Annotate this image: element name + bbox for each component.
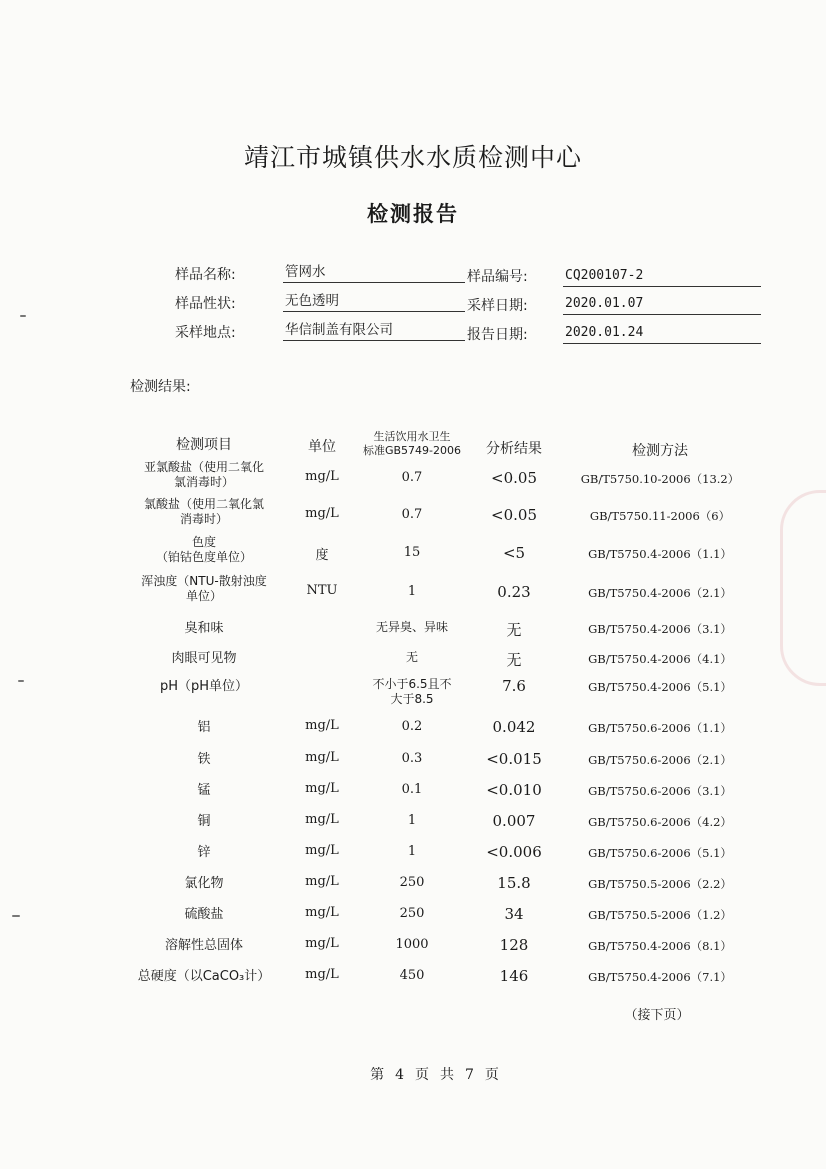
cell-item-line: 浑浊度（NTU-散射浊度 xyxy=(141,574,267,588)
cell-standard-line: 无异臭、异味 xyxy=(375,620,448,634)
cell-result: 0.007 xyxy=(492,812,536,830)
cell-item-line: 单位） xyxy=(185,589,222,603)
cell-item-line: 氯化物 xyxy=(184,876,224,891)
cell-standard-line: 0.7 xyxy=(401,470,423,485)
cell-item xyxy=(118,650,290,667)
cell-item-line: 肉眼可见物 xyxy=(171,651,237,666)
cell-result: <0.015 xyxy=(486,750,542,768)
cell-unit: mg/L xyxy=(305,781,339,796)
cell-standard-line: 0.2 xyxy=(401,719,423,734)
cell-standard-line: 250 xyxy=(399,875,425,890)
cell-result: <0.010 xyxy=(486,781,542,799)
report-title: 检测报告 xyxy=(367,202,459,226)
sample-state-value: 无色透明 xyxy=(283,291,465,312)
cell-result: 0.042 xyxy=(492,718,536,736)
scan-speck xyxy=(12,915,20,917)
cell-method: GB/T5750.6-2006（5.1） xyxy=(588,846,732,860)
cell-item-line: 亚氯酸盐（使用二氧化 xyxy=(143,460,264,474)
cell-item-line: 硫酸盐 xyxy=(184,907,224,922)
cell-method: GB/T5750.6-2006（2.1） xyxy=(588,753,732,767)
cell-standard xyxy=(356,650,468,665)
cell-item-line: 氯酸盐（使用二氧化氯 xyxy=(143,497,264,511)
cell-item xyxy=(118,535,290,565)
cell-unit: mg/L xyxy=(305,936,339,951)
cell-item xyxy=(118,719,290,736)
cell-standard xyxy=(356,507,468,522)
cell-item xyxy=(118,844,290,861)
header-standard-line2: 标准GB5749-2006 xyxy=(362,444,462,457)
cell-method: GB/T5750.10-2006（13.2） xyxy=(580,472,740,486)
cell-item xyxy=(118,906,290,923)
cell-standard xyxy=(356,906,468,921)
sample-name-label: 样品名称: xyxy=(175,267,236,283)
cell-unit: mg/L xyxy=(305,812,339,827)
cell-unit: mg/L xyxy=(305,506,339,521)
cell-method: GB/T5750.11-2006（6） xyxy=(589,509,731,523)
cell-standard xyxy=(356,968,468,983)
cell-standard-line: 1 xyxy=(407,844,417,859)
cell-result: 0.23 xyxy=(497,583,531,601)
cell-result: 146 xyxy=(499,967,529,985)
sample-number-value: CQ200107-2 xyxy=(563,266,761,287)
sampling-date-label: 采样日期: xyxy=(467,298,528,314)
cell-item-line: 氯消毒时） xyxy=(173,475,234,489)
cell-item-line: 总硬度（以CaCO₃计） xyxy=(137,969,271,984)
header-item: 检测项目 xyxy=(176,437,232,453)
cell-unit: mg/L xyxy=(305,750,339,765)
cell-item xyxy=(118,937,290,954)
cell-method: GB/T5750.4-2006（5.1） xyxy=(588,680,732,694)
cell-unit: mg/L xyxy=(305,843,339,858)
cell-result: 34 xyxy=(504,905,524,923)
cell-standard-line: 450 xyxy=(399,968,425,983)
cell-item xyxy=(118,968,290,985)
cell-item-line: 铝 xyxy=(197,720,211,735)
cell-method: GB/T5750.5-2006（1.2） xyxy=(588,908,732,922)
cell-standard xyxy=(356,782,468,797)
cell-method: GB/T5750.4-2006（3.1） xyxy=(588,622,732,636)
cell-item xyxy=(118,497,290,527)
header-standard xyxy=(356,430,468,458)
cell-result: 无 xyxy=(506,621,522,639)
cell-item xyxy=(118,574,290,604)
cell-standard-line: 1 xyxy=(407,813,417,828)
sampling-location-value: 华信制盖有限公司 xyxy=(283,320,465,341)
cell-standard-line: 1 xyxy=(407,584,417,599)
report-date-label: 报告日期: xyxy=(467,327,528,343)
cell-result: 7.6 xyxy=(502,677,526,695)
cell-result: <5 xyxy=(502,544,526,562)
cell-result: <0.05 xyxy=(491,469,537,487)
cell-item-line: （铂钴色度单位） xyxy=(155,550,252,564)
cell-item-line: 臭和味 xyxy=(184,621,224,636)
header-unit: 单位 xyxy=(308,439,336,455)
page-footer xyxy=(0,1064,826,1084)
footer-prefix: 第 xyxy=(370,1067,386,1083)
cell-method: GB/T5750.4-2006（8.1） xyxy=(588,939,732,953)
cell-standard xyxy=(356,875,468,890)
cell-standard xyxy=(356,470,468,485)
cell-result: 128 xyxy=(499,936,529,954)
scan-speck xyxy=(20,315,26,317)
scan-speck xyxy=(18,680,24,682)
footer-page: 4 xyxy=(395,1067,405,1083)
continued-note: （接下页） xyxy=(624,1008,690,1023)
cell-standard-line: 大于8.5 xyxy=(390,692,434,706)
sampling-location-label: 采样地点: xyxy=(175,325,236,341)
cell-item-line: 锌 xyxy=(197,845,211,860)
sample-state-label: 样品性状: xyxy=(175,296,236,312)
results-heading: 检测结果: xyxy=(130,379,191,395)
cell-item-line: 锰 xyxy=(197,783,211,798)
sampling-date-value: 2020.01.07 xyxy=(563,294,761,315)
cell-unit: mg/L xyxy=(305,874,339,889)
cell-unit: NTU xyxy=(306,583,338,598)
cell-unit: mg/L xyxy=(305,469,339,484)
cell-standard xyxy=(356,545,468,560)
sample-number-label: 样品编号: xyxy=(467,269,528,285)
cell-standard xyxy=(356,719,468,734)
cell-standard xyxy=(356,937,468,952)
cell-unit: mg/L xyxy=(305,718,339,733)
footer-total-label: 共 xyxy=(440,1067,455,1083)
cell-item xyxy=(118,813,290,830)
cell-item-line: 色度 xyxy=(191,535,216,549)
cell-standard-line: 不小于6.5且不 xyxy=(372,677,452,691)
red-seal-stamp xyxy=(780,490,826,686)
header-result: 分析结果 xyxy=(486,441,542,457)
cell-standard xyxy=(356,844,468,859)
cell-result: 无 xyxy=(506,651,522,669)
cell-item xyxy=(118,620,290,637)
cell-method: GB/T5750.5-2006（2.2） xyxy=(588,877,732,891)
cell-item xyxy=(118,678,290,695)
cell-item xyxy=(118,782,290,799)
cell-standard xyxy=(356,677,468,707)
cell-unit: mg/L xyxy=(305,967,339,982)
cell-unit: mg/L xyxy=(305,905,339,920)
cell-item xyxy=(118,751,290,768)
cell-standard-line: 0.7 xyxy=(401,507,423,522)
cell-item xyxy=(118,460,290,490)
cell-method: GB/T5750.4-2006（1.1） xyxy=(588,547,732,561)
cell-standard-line: 15 xyxy=(403,545,421,560)
cell-item-line: 消毒时） xyxy=(179,512,228,526)
cell-unit: 度 xyxy=(315,548,329,563)
cell-standard-line: 1000 xyxy=(395,937,429,952)
organization-title: 靖江市城镇供水水质检测中心 xyxy=(243,143,582,172)
cell-method: GB/T5750.6-2006（3.1） xyxy=(588,784,732,798)
cell-standard xyxy=(356,620,468,635)
footer-page-unit: 页 xyxy=(415,1067,430,1083)
header-standard-line1: 生活饮用水卫生 xyxy=(373,430,451,443)
cell-item xyxy=(118,875,290,892)
cell-method: GB/T5750.4-2006（4.1） xyxy=(588,652,732,666)
cell-item-line: 铜 xyxy=(197,814,211,829)
cell-standard xyxy=(356,751,468,766)
sample-name-value: 管网水 xyxy=(283,262,465,283)
cell-result: 15.8 xyxy=(497,874,531,892)
header-method: 检测方法 xyxy=(632,443,688,459)
cell-item-line: pH（pH单位） xyxy=(159,679,249,694)
cell-standard-line: 无 xyxy=(405,650,418,664)
cell-method: GB/T5750.4-2006（2.1） xyxy=(588,586,732,600)
cell-standard-line: 0.3 xyxy=(401,751,423,766)
cell-method: GB/T5750.4-2006（7.1） xyxy=(588,970,732,984)
cell-result: <0.006 xyxy=(486,843,542,861)
cell-standard-line: 0.1 xyxy=(401,782,423,797)
footer-total: 7 xyxy=(465,1067,475,1083)
footer-total-unit: 页 xyxy=(484,1067,500,1083)
cell-standard xyxy=(356,813,468,828)
cell-method: GB/T5750.6-2006（1.1） xyxy=(588,721,732,735)
cell-standard-line: 250 xyxy=(399,906,425,921)
cell-item-line: 铁 xyxy=(197,752,211,767)
cell-result: <0.05 xyxy=(491,506,537,524)
cell-item-line: 溶解性总固体 xyxy=(164,938,243,953)
cell-method: GB/T5750.6-2006（4.2） xyxy=(588,815,732,829)
cell-standard xyxy=(356,584,468,599)
report-date-value: 2020.01.24 xyxy=(563,323,761,344)
